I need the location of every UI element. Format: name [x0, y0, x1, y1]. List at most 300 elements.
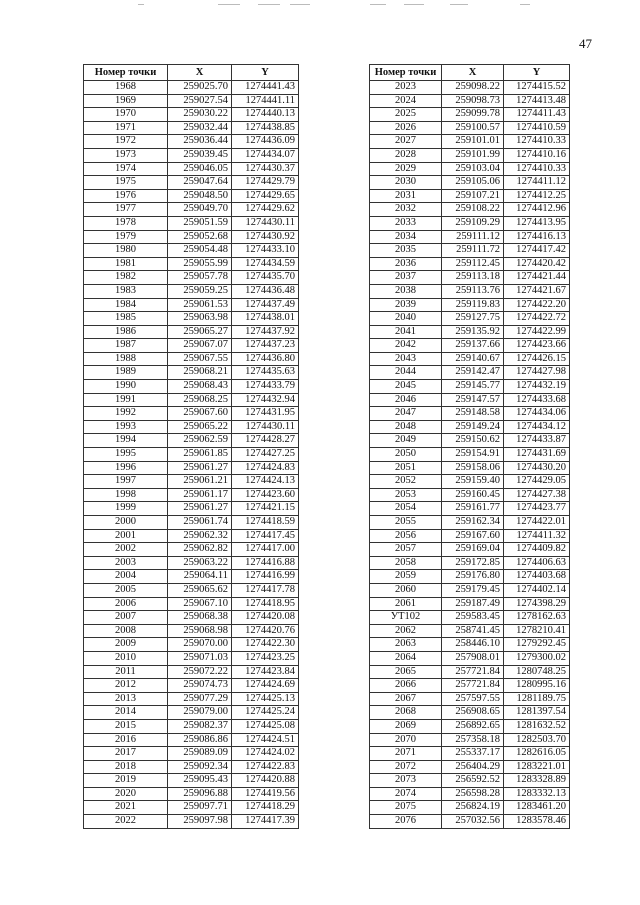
x-value-cell: 259062.32 [168, 529, 232, 543]
table-row [84, 284, 299, 298]
coordinates-table-left [83, 64, 299, 829]
point-number-cell: 2046 [370, 393, 442, 407]
y-value-cell: 1283578.46 [504, 815, 570, 829]
point-number-cell: 1977 [84, 203, 168, 217]
point-number-cell: 1969 [84, 94, 168, 108]
table-row [370, 176, 570, 190]
y-value-cell: 1274438.85 [232, 121, 299, 135]
x-value-cell: 259119.83 [442, 298, 504, 312]
y-value-cell: 1274409.82 [504, 543, 570, 557]
table-row [84, 502, 299, 516]
table-row [84, 434, 299, 448]
page-number: 47 [579, 36, 592, 51]
y-value-cell: 1279292.45 [504, 638, 570, 652]
table-row [84, 216, 299, 230]
y-value-cell: 1274422.99 [504, 325, 570, 339]
x-value-cell: 259062.82 [168, 543, 232, 557]
point-number-cell: 1996 [84, 461, 168, 475]
table-row [84, 203, 299, 217]
point-number-cell: 1968 [84, 81, 168, 95]
table-row [370, 380, 570, 394]
x-value-cell: 259068.21 [168, 366, 232, 380]
y-value-cell: 1274433.68 [504, 393, 570, 407]
x-value-cell: 259096.88 [168, 787, 232, 801]
x-value-cell: 259048.50 [168, 189, 232, 203]
point-number-cell: 1972 [84, 135, 168, 149]
y-value-cell: 1274420.08 [232, 611, 299, 625]
y-value-cell: 1274418.59 [232, 516, 299, 530]
x-value-cell: 259092.34 [168, 760, 232, 774]
point-number-cell: 2020 [84, 787, 168, 801]
point-number-cell: 2048 [370, 420, 442, 434]
x-value-cell: 259089.09 [168, 747, 232, 761]
table-row [84, 787, 299, 801]
scan-top-marks [0, 2, 640, 8]
table-row [370, 502, 570, 516]
point-number-cell: 2075 [370, 801, 442, 815]
y-value-cell: 1274423.84 [232, 665, 299, 679]
y-value-cell: 1274420.76 [232, 624, 299, 638]
y-value-cell: 1283332.13 [504, 787, 570, 801]
point-number-cell: 2019 [84, 774, 168, 788]
x-value-cell: 259097.71 [168, 801, 232, 815]
x-value-cell: 259148.58 [442, 407, 504, 421]
x-value-cell: 259112.45 [442, 257, 504, 271]
header-y: Y [232, 65, 299, 81]
point-number-cell: 2067 [370, 692, 442, 706]
point-number-cell: 2021 [84, 801, 168, 815]
table-row [370, 94, 570, 108]
point-number-cell: 2063 [370, 638, 442, 652]
table-row [370, 529, 570, 543]
x-value-cell: 259077.29 [168, 692, 232, 706]
table-row [370, 815, 570, 829]
x-value-cell: 259063.98 [168, 312, 232, 326]
point-number-cell: 2068 [370, 706, 442, 720]
table-row [84, 665, 299, 679]
x-value-cell: 259086.86 [168, 733, 232, 747]
y-value-cell: 1274429.79 [232, 176, 299, 190]
point-number-cell: 2031 [370, 189, 442, 203]
y-value-cell: 1274420.42 [504, 257, 570, 271]
y-value-cell: 1279300.02 [504, 651, 570, 665]
table-row [370, 284, 570, 298]
point-number-cell: 1983 [84, 284, 168, 298]
table-row [370, 583, 570, 597]
point-number-cell: 2066 [370, 679, 442, 693]
x-value-cell: 259101.01 [442, 135, 504, 149]
y-value-cell: 1274428.27 [232, 434, 299, 448]
table-row [84, 815, 299, 829]
y-value-cell: 1274425.13 [232, 692, 299, 706]
x-value-cell: 259046.05 [168, 162, 232, 176]
y-value-cell: 1274427.25 [232, 448, 299, 462]
x-value-cell: 259070.00 [168, 638, 232, 652]
y-value-cell: 1274436.48 [232, 284, 299, 298]
x-value-cell: 259145.77 [442, 380, 504, 394]
table-row [84, 81, 299, 95]
y-value-cell: 1274429.05 [504, 475, 570, 489]
table-row [370, 434, 570, 448]
point-number-cell: 2014 [84, 706, 168, 720]
x-value-cell: 259061.27 [168, 461, 232, 475]
point-number-cell: 2064 [370, 651, 442, 665]
point-number-cell: 2036 [370, 257, 442, 271]
point-number-cell: 2004 [84, 570, 168, 584]
y-value-cell: 1274410.16 [504, 148, 570, 162]
y-value-cell: 1274423.66 [504, 339, 570, 353]
y-value-cell: 1274422.30 [232, 638, 299, 652]
table-row [84, 380, 299, 394]
x-value-cell: 259065.62 [168, 583, 232, 597]
x-value-cell: 259047.64 [168, 176, 232, 190]
x-value-cell: 259032.44 [168, 121, 232, 135]
x-value-cell: 259187.49 [442, 597, 504, 611]
x-value-cell: 259111.72 [442, 244, 504, 258]
x-value-cell: 259113.76 [442, 284, 504, 298]
x-value-cell: 259068.43 [168, 380, 232, 394]
x-value-cell: 259059.25 [168, 284, 232, 298]
table-row [370, 543, 570, 557]
y-value-cell: 1274424.51 [232, 733, 299, 747]
y-value-cell: 1274416.13 [504, 230, 570, 244]
point-number-cell: 2038 [370, 284, 442, 298]
table-row [370, 325, 570, 339]
table-row [84, 230, 299, 244]
x-value-cell: 256824.19 [442, 801, 504, 815]
y-value-cell: 1283328.89 [504, 774, 570, 788]
table-row [84, 774, 299, 788]
table-row [370, 216, 570, 230]
point-number-cell: 2049 [370, 434, 442, 448]
y-value-cell: 1274433.87 [504, 434, 570, 448]
point-number-cell: 2057 [370, 543, 442, 557]
table-row [370, 271, 570, 285]
y-value-cell: 1283461.20 [504, 801, 570, 815]
x-value-cell: 259098.73 [442, 94, 504, 108]
y-value-cell: 1274423.60 [232, 488, 299, 502]
x-value-cell: 259161.77 [442, 502, 504, 516]
point-number-cell: 2013 [84, 692, 168, 706]
y-value-cell: 1274435.63 [232, 366, 299, 380]
point-number-cell: 1999 [84, 502, 168, 516]
x-value-cell: 257721.84 [442, 665, 504, 679]
x-value-cell: 259111.12 [442, 230, 504, 244]
x-value-cell: 259158.06 [442, 461, 504, 475]
table-row [370, 203, 570, 217]
x-value-cell: 259071.03 [168, 651, 232, 665]
point-number-cell: 2050 [370, 448, 442, 462]
table-row [84, 420, 299, 434]
table-row [370, 624, 570, 638]
y-value-cell: 1274431.69 [504, 448, 570, 462]
x-value-cell: 258741.45 [442, 624, 504, 638]
y-value-cell: 1283221.01 [504, 760, 570, 774]
x-value-cell: 256592.52 [442, 774, 504, 788]
table-row [370, 651, 570, 665]
y-value-cell: 1281632.52 [504, 719, 570, 733]
x-value-cell: 259051.59 [168, 216, 232, 230]
table-row [84, 461, 299, 475]
point-number-cell: 2032 [370, 203, 442, 217]
y-value-cell: 1274436.80 [232, 352, 299, 366]
point-number-cell: 1993 [84, 420, 168, 434]
table-row [370, 230, 570, 244]
x-value-cell: 256404.29 [442, 760, 504, 774]
x-value-cell: 259097.98 [168, 815, 232, 829]
table-row [370, 787, 570, 801]
x-value-cell: 259063.22 [168, 556, 232, 570]
table-row [370, 679, 570, 693]
x-value-cell: 259064.11 [168, 570, 232, 584]
x-value-cell: 259147.57 [442, 393, 504, 407]
y-value-cell: 1274422.83 [232, 760, 299, 774]
point-number-cell: 2001 [84, 529, 168, 543]
table-row [84, 325, 299, 339]
table-row [370, 475, 570, 489]
y-value-cell: 1274403.68 [504, 570, 570, 584]
table-row [370, 516, 570, 530]
y-value-cell: 1274411.12 [504, 176, 570, 190]
point-number-cell: 2037 [370, 271, 442, 285]
y-value-cell: 1274424.02 [232, 747, 299, 761]
y-value-cell: 1281189.75 [504, 692, 570, 706]
x-value-cell: 257721.84 [442, 679, 504, 693]
table-row [84, 475, 299, 489]
table-row [370, 719, 570, 733]
table-row [84, 366, 299, 380]
table-body-left [84, 81, 299, 829]
point-number-cell: 1982 [84, 271, 168, 285]
table-row [370, 81, 570, 95]
table-row [84, 597, 299, 611]
point-number-cell: 2052 [370, 475, 442, 489]
y-value-cell: 1274422.01 [504, 516, 570, 530]
x-value-cell: 259108.22 [442, 203, 504, 217]
point-number-cell: 1997 [84, 475, 168, 489]
table-row [84, 271, 299, 285]
point-number-cell: 2076 [370, 815, 442, 829]
table-header-row [84, 65, 299, 81]
x-value-cell: 259054.48 [168, 244, 232, 258]
y-value-cell: 1274440.13 [232, 108, 299, 122]
point-number-cell: 1990 [84, 380, 168, 394]
y-value-cell: 1274437.23 [232, 339, 299, 353]
y-value-cell: 1274398.29 [504, 597, 570, 611]
y-value-cell: 1274412.96 [504, 203, 570, 217]
x-value-cell: 256908.65 [442, 706, 504, 720]
point-number-cell: 2007 [84, 611, 168, 625]
table-row [370, 747, 570, 761]
point-number-cell: 2069 [370, 719, 442, 733]
y-value-cell: 1274417.42 [504, 244, 570, 258]
x-value-cell: 256598.28 [442, 787, 504, 801]
x-value-cell: 259162.34 [442, 516, 504, 530]
y-value-cell: 1274422.72 [504, 312, 570, 326]
y-value-cell: 1274413.48 [504, 94, 570, 108]
point-number-cell: 2058 [370, 556, 442, 570]
x-value-cell: 259067.07 [168, 339, 232, 353]
point-number-cell: 1992 [84, 407, 168, 421]
y-value-cell: 1274435.70 [232, 271, 299, 285]
point-number-cell: 1994 [84, 434, 168, 448]
point-number-cell: 1971 [84, 121, 168, 135]
point-number-cell: 2062 [370, 624, 442, 638]
y-value-cell: 1274431.95 [232, 407, 299, 421]
x-value-cell: 256892.65 [442, 719, 504, 733]
point-number-cell: 2053 [370, 488, 442, 502]
table-row [84, 189, 299, 203]
table-header-row [370, 65, 570, 81]
table-row [84, 801, 299, 815]
y-value-cell: 1274417.39 [232, 815, 299, 829]
table-row [84, 135, 299, 149]
x-value-cell: 259127.75 [442, 312, 504, 326]
y-value-cell: 1274421.44 [504, 271, 570, 285]
x-value-cell: 255337.17 [442, 747, 504, 761]
table-row [370, 121, 570, 135]
y-value-cell: 1274434.07 [232, 148, 299, 162]
table-row [84, 651, 299, 665]
x-value-cell: 259107.21 [442, 189, 504, 203]
x-value-cell: 258446.10 [442, 638, 504, 652]
y-value-cell: 1274425.24 [232, 706, 299, 720]
table-row [84, 298, 299, 312]
x-value-cell: 257908.01 [442, 651, 504, 665]
table-row [370, 312, 570, 326]
y-value-cell: 1274434.12 [504, 420, 570, 434]
y-value-cell: 1274413.95 [504, 216, 570, 230]
point-number-cell: 1984 [84, 298, 168, 312]
table-row [84, 108, 299, 122]
x-value-cell: 259159.40 [442, 475, 504, 489]
y-value-cell: 1274426.15 [504, 352, 570, 366]
header-y: Y [504, 65, 570, 81]
header-point-number: Номер точки [84, 65, 168, 81]
y-value-cell: 1274421.15 [232, 502, 299, 516]
point-number-cell: 1973 [84, 148, 168, 162]
x-value-cell: 259101.99 [442, 148, 504, 162]
point-number-cell: 2003 [84, 556, 168, 570]
table-row [84, 162, 299, 176]
point-number-cell: 2043 [370, 352, 442, 366]
table-row [370, 570, 570, 584]
x-value-cell: 259176.80 [442, 570, 504, 584]
y-value-cell: 1274436.09 [232, 135, 299, 149]
table-row [84, 257, 299, 271]
y-value-cell: 1274422.20 [504, 298, 570, 312]
point-number-cell: 2065 [370, 665, 442, 679]
table-row [370, 407, 570, 421]
y-value-cell: 1274423.77 [504, 502, 570, 516]
y-value-cell: 1274438.01 [232, 312, 299, 326]
table-row [370, 366, 570, 380]
table-row [84, 679, 299, 693]
point-number-cell: 1978 [84, 216, 168, 230]
header-x: X [168, 65, 232, 81]
table-row [370, 298, 570, 312]
y-value-cell: 1274412.25 [504, 189, 570, 203]
point-number-cell: 1981 [84, 257, 168, 271]
point-number-cell: 2044 [370, 366, 442, 380]
point-number-cell: 1991 [84, 393, 168, 407]
point-number-cell: 1989 [84, 366, 168, 380]
table-row [84, 556, 299, 570]
point-number-cell: 2024 [370, 94, 442, 108]
y-value-cell: 1274427.98 [504, 366, 570, 380]
x-value-cell: 259061.85 [168, 448, 232, 462]
x-value-cell: 259583.45 [442, 611, 504, 625]
table-row [84, 692, 299, 706]
point-number-cell: 2009 [84, 638, 168, 652]
y-value-cell: 1281397.54 [504, 706, 570, 720]
point-number-cell: УТ102 [370, 611, 442, 625]
header-x: X [442, 65, 504, 81]
y-value-cell: 1274419.56 [232, 787, 299, 801]
y-value-cell: 1274437.92 [232, 325, 299, 339]
table-row [84, 733, 299, 747]
y-value-cell: 1274430.37 [232, 162, 299, 176]
table-row [370, 692, 570, 706]
point-number-cell: 2025 [370, 108, 442, 122]
point-number-cell: 2074 [370, 787, 442, 801]
table-row [370, 706, 570, 720]
x-value-cell: 257597.55 [442, 692, 504, 706]
point-number-cell: 2047 [370, 407, 442, 421]
x-value-cell: 259140.67 [442, 352, 504, 366]
table-row [84, 244, 299, 258]
point-number-cell: 2000 [84, 516, 168, 530]
table-row [84, 570, 299, 584]
x-value-cell: 259039.45 [168, 148, 232, 162]
table-row [84, 747, 299, 761]
y-value-cell: 1274406.63 [504, 556, 570, 570]
x-value-cell: 259082.37 [168, 719, 232, 733]
table-row [84, 488, 299, 502]
table-row [370, 108, 570, 122]
point-number-cell: 2002 [84, 543, 168, 557]
x-value-cell: 259167.60 [442, 529, 504, 543]
table-row [84, 611, 299, 625]
x-value-cell: 259068.25 [168, 393, 232, 407]
x-value-cell: 259179.45 [442, 583, 504, 597]
x-value-cell: 259036.44 [168, 135, 232, 149]
y-value-cell: 1274424.69 [232, 679, 299, 693]
y-value-cell: 1274441.11 [232, 94, 299, 108]
point-number-cell: 1979 [84, 230, 168, 244]
table-row [370, 774, 570, 788]
y-value-cell: 1274427.38 [504, 488, 570, 502]
y-value-cell: 1280748.25 [504, 665, 570, 679]
point-number-cell: 1975 [84, 176, 168, 190]
x-value-cell: 259142.47 [442, 366, 504, 380]
point-number-cell: 2041 [370, 325, 442, 339]
header-point-number: Номер точки [370, 65, 442, 81]
y-value-cell: 1274429.62 [232, 203, 299, 217]
point-number-cell: 2072 [370, 760, 442, 774]
point-number-cell: 2039 [370, 298, 442, 312]
point-number-cell: 2026 [370, 121, 442, 135]
point-number-cell: 2018 [84, 760, 168, 774]
y-value-cell: 1274411.32 [504, 529, 570, 543]
x-value-cell: 259055.99 [168, 257, 232, 271]
x-value-cell: 259154.91 [442, 448, 504, 462]
table-row [370, 135, 570, 149]
x-value-cell: 259095.43 [168, 774, 232, 788]
table-row [370, 448, 570, 462]
table-row [84, 706, 299, 720]
table-row [84, 352, 299, 366]
